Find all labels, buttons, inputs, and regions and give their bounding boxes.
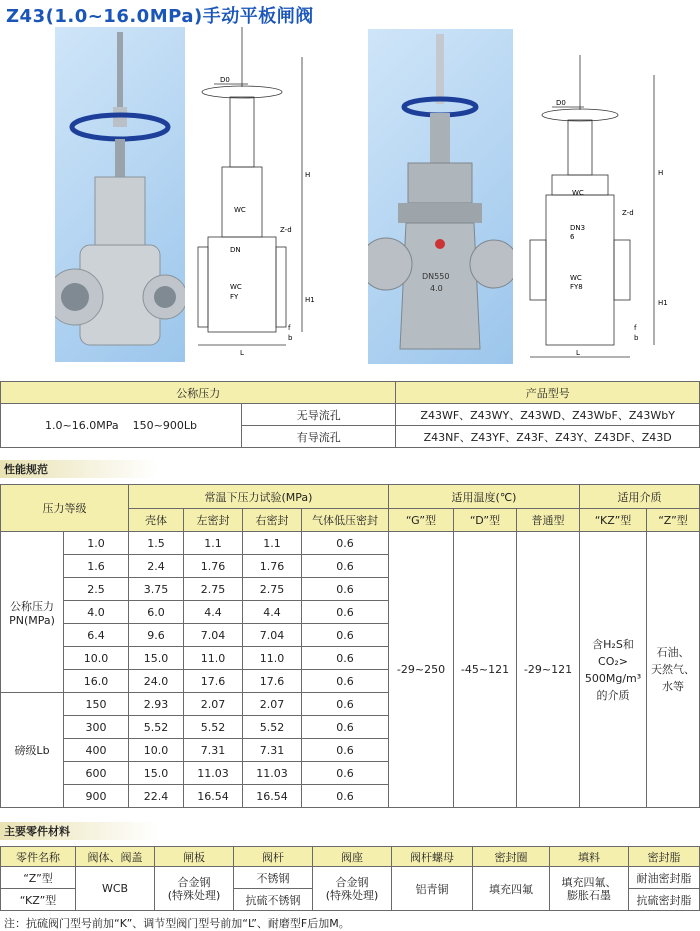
models-pressure-cell [1, 404, 242, 448]
perf-cell: 2.75 [243, 578, 302, 601]
perf-sub-left: 左密封 [184, 509, 243, 532]
label-l: L [240, 349, 244, 357]
perf-cell: 16.0 [64, 670, 129, 693]
label-wc2: WC [230, 283, 242, 291]
perf-cell: 2.4 [129, 555, 184, 578]
perf-cell: 3.75 [129, 578, 184, 601]
label-dn: DN [230, 246, 241, 254]
parts-stem-z: 不锈钢 [234, 867, 313, 889]
parts-h-name: 零件名称 [1, 847, 76, 867]
label-h: H [305, 171, 311, 179]
parts-kz-label: “KZ”型 [1, 889, 76, 911]
label-wc: WC [234, 206, 246, 214]
label-zd: Z-d [280, 226, 292, 234]
models-pressure: 1.0~16.0MPa [45, 419, 119, 432]
perf-row [1, 532, 700, 555]
perf-h-test: 常温下压力试验(MPa) [129, 485, 389, 509]
parts-packing: 填充四氟、 膨胀石墨 [550, 867, 629, 911]
label-b: b [288, 334, 293, 342]
perf-cell: 1.1 [184, 532, 243, 555]
label-fy: FY [230, 293, 239, 301]
perf-temp-normal: -29~121 [517, 532, 580, 808]
perf-temp-g: -29~250 [389, 532, 454, 808]
perf-sub-d: “D”型 [454, 509, 517, 532]
perf-cell: 10.0 [64, 647, 129, 670]
label-wc-2: WC [572, 189, 584, 197]
label-h1: H1 [305, 296, 315, 304]
perf-cell: 2.75 [184, 578, 243, 601]
perf-cell: 4.4 [184, 601, 243, 624]
perf-cell: 0.6 [302, 693, 389, 716]
perf-temp-d: -45~121 [454, 532, 517, 808]
perf-cell: 1.0 [64, 532, 129, 555]
parts-h-nut: 阀杆螺母 [392, 847, 473, 867]
parts-grease-kz: 抗硫密封脂 [629, 889, 700, 911]
perf-cell: 0.6 [302, 739, 389, 762]
perf-cell: 150 [64, 693, 129, 716]
perf-cell: 11.03 [184, 762, 243, 785]
perf-cell: 7.04 [243, 624, 302, 647]
parts-seal-ring: 填充四氟 [473, 867, 550, 911]
perf-sub-gas: 气体低压密封 [302, 509, 389, 532]
parts-nut: 铝青铜 [392, 867, 473, 911]
perf-cell: 0.6 [302, 532, 389, 555]
perf-cell: 0.6 [302, 670, 389, 693]
perf-cell: 2.93 [129, 693, 184, 716]
perf-cell: 5.52 [129, 716, 184, 739]
perf-group-pn: 公称压力 PN(MPa) [1, 532, 64, 693]
perf-cell: 15.0 [129, 647, 184, 670]
parts-h-seat: 阀座 [313, 847, 392, 867]
perf-medium-kz: 含H₂S和 CO₂> 500Mg/m³ 的介质 [580, 532, 647, 808]
perf-sub-z: “Z”型 [647, 509, 700, 532]
perf-cell: 24.0 [129, 670, 184, 693]
perf-sub-shell: 壳体 [129, 509, 184, 532]
perf-h-medium: 适用介质 [580, 485, 700, 509]
label-zd-2: Z-d [622, 209, 634, 217]
models-type-2: 有导流孔 [242, 426, 396, 448]
perf-cell: 1.6 [64, 555, 129, 578]
perf-cell: 6.4 [64, 624, 129, 647]
perf-cell: 600 [64, 762, 129, 785]
models-table [0, 381, 700, 448]
perf-cell: 11.0 [184, 647, 243, 670]
valve-photo-2 [368, 29, 513, 364]
perf-cell: 4.0 [64, 601, 129, 624]
perf-cell: 1.5 [129, 532, 184, 555]
perf-cell: 16.54 [184, 785, 243, 808]
perf-cell: 5.52 [184, 716, 243, 739]
perf-sub-normal: 普通型 [517, 509, 580, 532]
perf-cell: 0.6 [302, 647, 389, 670]
valve-drawing-2 [522, 55, 672, 365]
models-list-2: Z43NF、Z43YF、Z43F、Z43Y、Z43DF、Z43D [396, 426, 700, 448]
photo-pn-mark: 4.0 [430, 284, 443, 293]
label-f: f [288, 324, 291, 332]
perf-cell: 17.6 [243, 670, 302, 693]
perf-h-grade: 压力等级 [1, 485, 129, 532]
perf-cell: 0.6 [302, 785, 389, 808]
perf-cell: 2.07 [184, 693, 243, 716]
models-lb: 150~900Lb [132, 419, 197, 432]
perf-cell: 4.4 [243, 601, 302, 624]
perf-group-lb: 磅级Lb [1, 693, 64, 808]
perf-cell: 0.6 [302, 578, 389, 601]
label-h1-2: H1 [658, 299, 668, 307]
parts-h-packing: 填料 [550, 847, 629, 867]
perf-cell: 0.6 [302, 716, 389, 739]
parts-h-body: 阀体、阀盖 [76, 847, 155, 867]
models-list-1: Z43WF、Z43WY、Z43WD、Z43WbF、Z43WbY [396, 404, 700, 426]
parts-seat: 合金钢 (特殊处理) [313, 867, 392, 911]
parts-h-grease: 密封脂 [629, 847, 700, 867]
perf-cell: 1.76 [184, 555, 243, 578]
models-type-1: 无导流孔 [242, 404, 396, 426]
footnote: 注：抗硫阀门型号前加“K”、调节型阀门型号前加“L”、耐磨型F后加M。 [4, 917, 350, 930]
perf-sub-kz: “KZ”型 [580, 509, 647, 532]
photo-dn-mark: DN550 [422, 272, 450, 281]
valve-drawing-1 [190, 27, 320, 362]
product-illustrations [0, 25, 700, 370]
perf-cell: 11.03 [243, 762, 302, 785]
perf-cell: 300 [64, 716, 129, 739]
perf-cell: 7.04 [184, 624, 243, 647]
perf-cell: 0.6 [302, 624, 389, 647]
perf-cell: 7.31 [184, 739, 243, 762]
models-header-type: 产品型号 [396, 382, 700, 404]
label-b-2: b [634, 334, 639, 342]
parts-stem-kz: 抗硫不锈钢 [234, 889, 313, 911]
perf-cell: 10.0 [129, 739, 184, 762]
perf-cell: 6.0 [129, 601, 184, 624]
label-f-2: f [634, 324, 637, 332]
parts-h-gate: 闸板 [155, 847, 234, 867]
perf-cell: 400 [64, 739, 129, 762]
perf-cell: 0.6 [302, 555, 389, 578]
perf-cell: 900 [64, 785, 129, 808]
label-d0: D0 [220, 76, 230, 84]
perf-cell: 11.0 [243, 647, 302, 670]
label-l-2: L [576, 349, 580, 357]
parts-z-label: “Z”型 [1, 867, 76, 889]
perf-cell: 0.6 [302, 601, 389, 624]
perf-cell: 2.5 [64, 578, 129, 601]
parts-grease-z: 耐油密封脂 [629, 867, 700, 889]
models-header-pressure: 公称压力 [1, 382, 396, 404]
perf-cell: 22.4 [129, 785, 184, 808]
valve-photo-1 [55, 27, 185, 362]
label-wc2-2: WC FY8 [570, 274, 583, 291]
parts-table [0, 846, 700, 911]
perf-cell: 5.52 [243, 716, 302, 739]
perf-sub-g: “G”型 [389, 509, 454, 532]
perf-h-temp: 适用温度(℃) [389, 485, 580, 509]
perf-table [0, 484, 700, 808]
label-dn-2: DN3 6 [570, 224, 586, 241]
parts-section-title: 主要零件材料 [0, 822, 158, 840]
parts-h-stem: 阀杆 [234, 847, 313, 867]
parts-h-ring: 密封圈 [473, 847, 550, 867]
perf-sub-right: 右密封 [243, 509, 302, 532]
perf-cell: 9.6 [129, 624, 184, 647]
label-h-2: H [658, 169, 664, 177]
perf-cell: 15.0 [129, 762, 184, 785]
parts-gate: 合金钢 (特殊处理) [155, 867, 234, 911]
perf-section-title: 性能规范 [0, 460, 158, 478]
perf-cell: 1.76 [243, 555, 302, 578]
perf-medium-z: 石油、 天然气、 水等 [647, 532, 700, 808]
perf-cell: 17.6 [184, 670, 243, 693]
page-title: Z43(1.0~16.0MPa)手动平板闸阀 [6, 6, 314, 27]
parts-body: WCB [76, 867, 155, 911]
perf-cell: 16.54 [243, 785, 302, 808]
perf-cell: 2.07 [243, 693, 302, 716]
perf-cell: 7.31 [243, 739, 302, 762]
label-d0-2: D0 [556, 99, 566, 107]
perf-cell: 0.6 [302, 762, 389, 785]
perf-cell: 1.1 [243, 532, 302, 555]
